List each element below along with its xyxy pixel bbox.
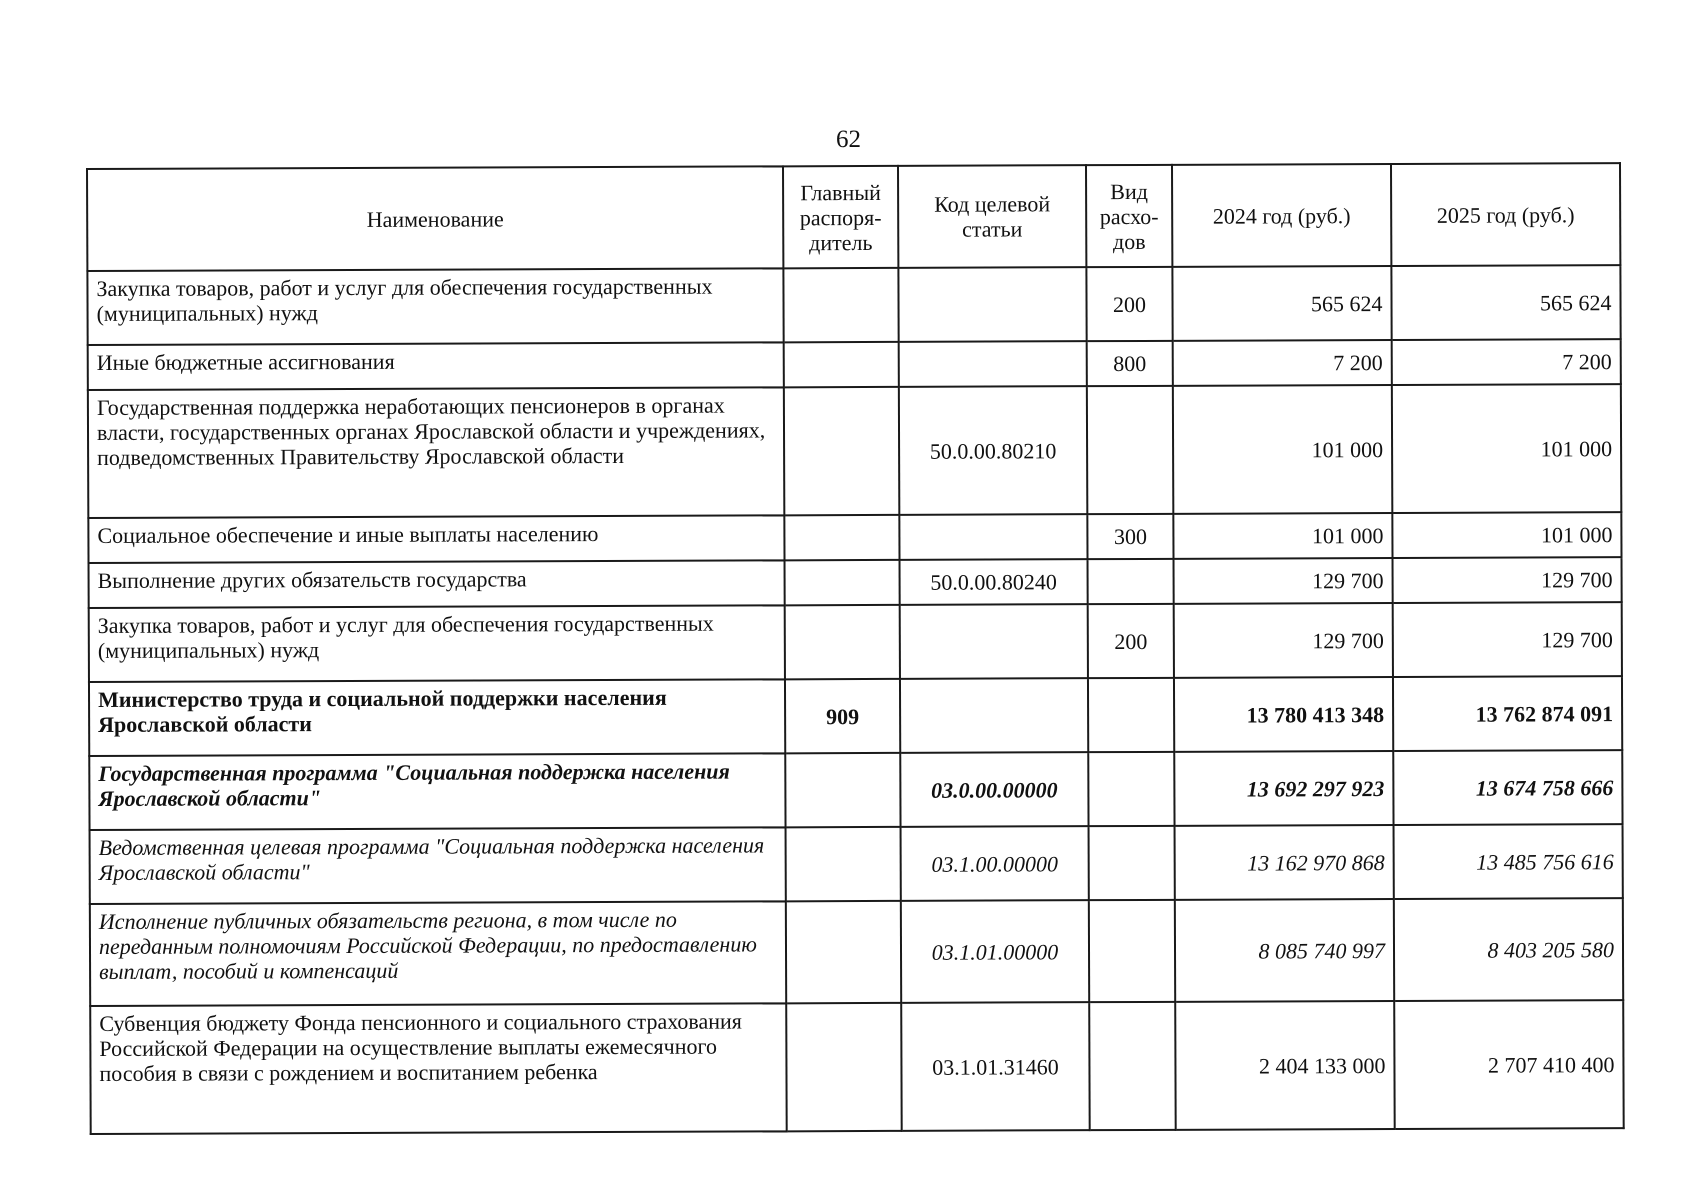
row-year-2024: 7 200	[1173, 340, 1392, 386]
row-year-2025: 101 000	[1392, 512, 1621, 558]
row-year-2025: 565 624	[1391, 265, 1620, 340]
row-year-2024: 565 624	[1172, 266, 1391, 341]
row-target-code	[898, 267, 1086, 342]
row-main-manager	[784, 342, 899, 387]
row-year-2024: 129 700	[1174, 603, 1393, 678]
row-year-2025: 129 700	[1393, 602, 1622, 677]
row-year-2024: 8 085 740 997	[1175, 899, 1394, 1002]
row-target-code: 50.0.00.80210	[899, 386, 1087, 515]
row-target-code: 03.1.01.00000	[901, 900, 1089, 1003]
row-expense-type	[1088, 752, 1174, 826]
row-year-2024: 2 404 133 000	[1175, 1001, 1394, 1130]
row-year-2024: 129 700	[1174, 558, 1393, 604]
row-year-2025: 13 674 758 666	[1393, 750, 1622, 825]
row-name: Социальное обеспечение и иные выплаты населению	[88, 515, 784, 563]
row-year-2025: 129 700	[1393, 557, 1622, 603]
table-row	[90, 898, 1623, 1006]
row-year-2024: 13 162 970 868	[1175, 825, 1394, 900]
row-target-code	[899, 514, 1087, 560]
row-target-code: 03.1.01.31460	[901, 1002, 1089, 1131]
page-number: 62	[836, 126, 861, 153]
table-row	[90, 824, 1623, 904]
row-main-manager	[785, 560, 900, 605]
table-row	[89, 676, 1622, 756]
table-header-row	[87, 163, 1620, 271]
row-target-code: 03.0.00.00000	[900, 752, 1088, 827]
header-expense-type: Вид расхо-дов	[1086, 165, 1172, 267]
row-year-2024: 101 000	[1173, 385, 1392, 514]
row-name: Закупка товаров, работ и услуг для обеспечения государственных (муниципальных) нужд	[87, 268, 783, 345]
row-target-code: 50.0.00.80240	[900, 559, 1088, 605]
row-main-manager	[784, 387, 899, 515]
row-main-manager	[786, 901, 901, 1003]
row-year-2025: 8 403 205 580	[1394, 898, 1623, 1001]
budget-table-sheet	[86, 162, 1623, 1135]
table-row	[90, 1000, 1623, 1134]
row-name: Министерство труда и социальной поддержки населения Ярославской области	[89, 679, 785, 756]
table-row	[88, 384, 1621, 518]
row-name: Субвенция бюджету Фонда пенсионного и социального страхования Российской Федерации на осуществление выплаты ежемесячного пособия в связи с рождением и воспитанием ребенка	[90, 1003, 786, 1134]
row-expense-type	[1087, 386, 1173, 514]
row-expense-type: 200	[1086, 267, 1172, 341]
row-name: Государственная поддержка неработающих пенсионеров в органах власти, государственных органах Ярославской области и учреждениях, подведомственных Правительству Ярославской области	[88, 387, 784, 518]
row-main-manager	[785, 753, 900, 827]
table-row	[89, 602, 1622, 682]
row-main-manager	[785, 605, 900, 679]
row-name: Выполнение других обязательств государства	[89, 560, 785, 608]
row-name: Закупка товаров, работ и услуг для обеспечения государственных (муниципальных) нужд	[89, 605, 785, 682]
header-main-manager: Главный распоря-дитель	[783, 166, 898, 268]
table-row	[88, 339, 1621, 390]
row-main-manager	[783, 268, 898, 342]
header-target-code: Код целевой статьи	[898, 165, 1086, 268]
row-name: Исполнение публичных обязательств региона, в том числе по переданным полномочиям Российской Федерации, по предоставлению выплат, пособий и компенсаций	[90, 901, 786, 1006]
table-row	[89, 557, 1622, 608]
row-name: Иные бюджетные ассигнования	[88, 342, 784, 390]
table-row	[88, 512, 1621, 563]
row-main-manager	[784, 515, 899, 560]
row-year-2024: 13 780 413 348	[1174, 677, 1393, 752]
header-year-2024: 2024 год (руб.)	[1172, 164, 1391, 267]
row-expense-type	[1088, 559, 1174, 604]
table-row	[89, 750, 1622, 830]
row-year-2024: 101 000	[1173, 513, 1392, 559]
row-year-2025: 101 000	[1392, 384, 1621, 513]
row-target-code	[899, 341, 1087, 387]
row-target-code	[900, 604, 1088, 679]
row-year-2025: 13 485 756 616	[1394, 824, 1623, 899]
row-year-2025: 7 200	[1392, 339, 1621, 385]
row-year-2025: 2 707 410 400	[1394, 1000, 1623, 1129]
row-target-code	[900, 678, 1088, 753]
row-main-manager: 909	[785, 679, 900, 753]
row-main-manager	[786, 1003, 901, 1131]
budget-table	[86, 162, 1625, 1135]
row-year-2025: 13 762 874 091	[1393, 676, 1622, 751]
row-year-2024: 13 692 297 923	[1174, 751, 1393, 826]
header-name: Наименование	[87, 166, 783, 271]
row-expense-type	[1089, 900, 1175, 1002]
row-name: Государственная программа "Социальная поддержка населения Ярославской области"	[89, 753, 785, 830]
header-year-2025: 2025 год (руб.)	[1391, 163, 1620, 266]
row-expense-type: 200	[1088, 604, 1174, 678]
table-row	[87, 265, 1620, 345]
row-expense-type: 300	[1087, 514, 1173, 559]
row-expense-type	[1089, 1002, 1175, 1130]
row-expense-type	[1088, 678, 1174, 752]
row-expense-type: 800	[1087, 341, 1173, 386]
row-name: Ведомственная целевая программа "Социальная поддержка населения Ярославской области"	[90, 827, 786, 904]
row-target-code: 03.1.00.00000	[901, 826, 1089, 901]
row-main-manager	[786, 827, 901, 901]
row-expense-type	[1089, 826, 1175, 900]
